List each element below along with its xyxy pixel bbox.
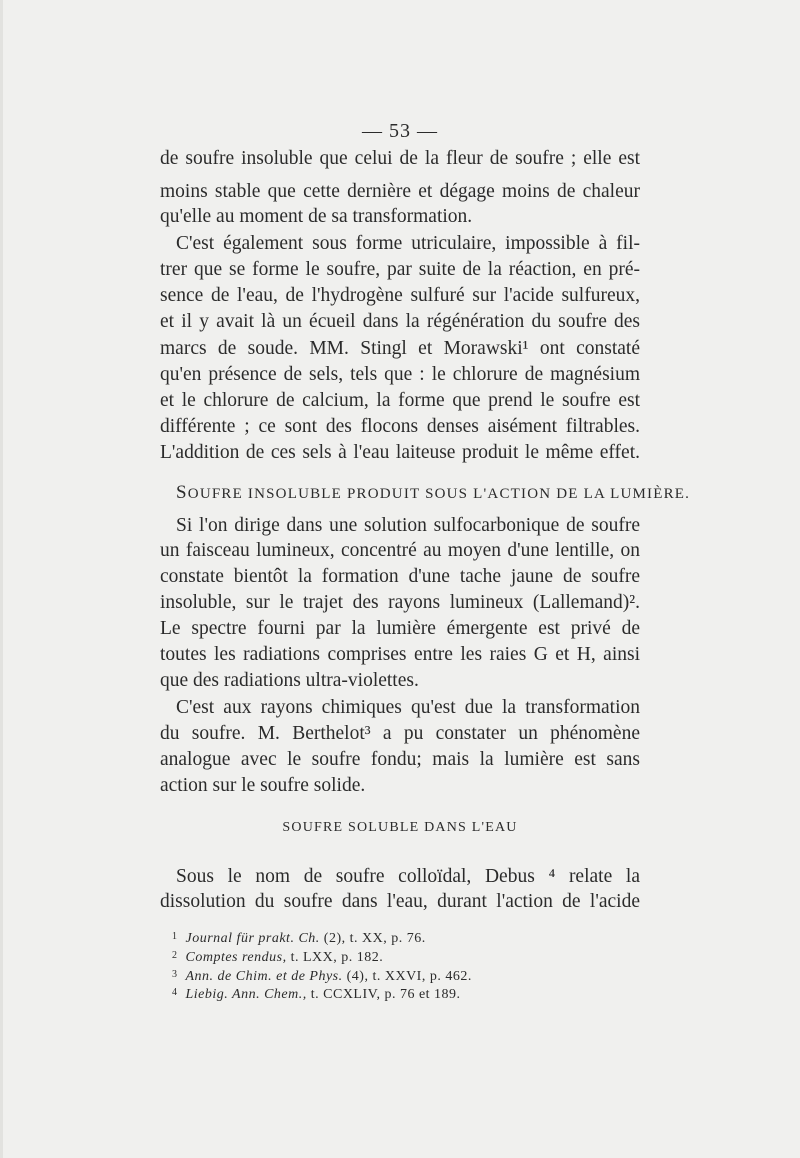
text-line: et il y avait là un écueil dans la régénération du soufre des: [160, 311, 640, 332]
text-line: qu'en présence de sels, tels que : le chlorure de magnésium: [160, 364, 640, 385]
text-line: Le spectre fourni par la lumière émergente est privé de: [160, 618, 640, 639]
page-number: — 53 —: [362, 120, 438, 142]
text-line: insoluble, sur le trajet des rayons lumineux (Lallemand)².: [160, 592, 640, 613]
text-line: C'est également sous forme utriculaire, impossible à fil-: [176, 233, 640, 254]
text-line: que des radiations ultra-violettes.: [160, 670, 419, 691]
text-line: Si l'on dirige dans une solution sulfocarbonique de soufre: [176, 515, 640, 536]
text-line: qu'elle au moment de sa transformation.: [160, 206, 473, 227]
text-line: analogue avec le soufre fondu; mais la lumière est sans: [160, 749, 640, 770]
footnote: $^2$ Comptes rendus, t. LXX, p. 182.: [172, 950, 384, 965]
text-line: sence de l'eau, de l'hydrogène sulfuré sur l'acide sulfureux,: [160, 285, 640, 306]
text-line: toutes les radiations comprises entre les raies G et H, ainsi: [160, 644, 640, 665]
text-line: Sous le nom de soufre colloïdal, Debus ⁴ relate la: [176, 866, 640, 887]
footnote: $^3$ Ann. de Chim. et de Phys. (4), t. XXVI, p. 462.: [172, 969, 472, 984]
text-line: un faisceau lumineux, concentré au moyen d'une lentille, on: [160, 540, 640, 561]
text-line: et le chlorure de calcium, la forme que prend le soufre est: [160, 390, 640, 411]
section-heading-soluble: SOUFRE SOLUBLE DANS L'EAU: [282, 820, 518, 835]
text-line: moins stable que cette dernière et dégage moins de chaleur: [160, 181, 640, 202]
footnote: $^1$ Journal für prakt. Ch. (2), t. XX, p. 76.: [172, 931, 426, 946]
text-line: marcs de soude. MM. Stingl et Morawski¹ ont constaté: [160, 338, 640, 359]
footnote: $^4$ Liebig. Ann. Chem., t. CCXLIV, p. 76 et 189.: [172, 987, 461, 1002]
page-edge-shadow: [0, 0, 3, 1158]
text-line: trer que se forme le soufre, par suite de la réaction, en pré-: [160, 259, 640, 280]
section-heading-insoluble: [176, 482, 690, 504]
text-line: différente ; ce sont des flocons denses aisément filtrables.: [160, 416, 640, 437]
text-line: C'est aux rayons chimiques qu'est due la transformation: [176, 697, 640, 718]
text-line: du soufre. M. Berthelot³ a pu constater un phénomène: [160, 723, 640, 744]
text-line: dissolution du soufre dans l'eau, durant l'action de l'acide: [160, 891, 640, 912]
heading-initial: S: [176, 482, 188, 503]
text-line: action sur le soufre solide.: [160, 775, 366, 796]
heading-rest: OUFRE INSOLUBLE PRODUIT SOUS L'ACTION DE LA LUMIÈRE.: [187, 486, 691, 502]
text-line: constate bientôt la formation d'une tache jaune de soufre: [160, 566, 640, 587]
text-line: de soufre insoluble que celui de la fleur de soufre ; elle est: [160, 148, 640, 169]
text-line: L'addition de ces sels à l'eau laiteuse produit le même effet.: [160, 442, 640, 463]
